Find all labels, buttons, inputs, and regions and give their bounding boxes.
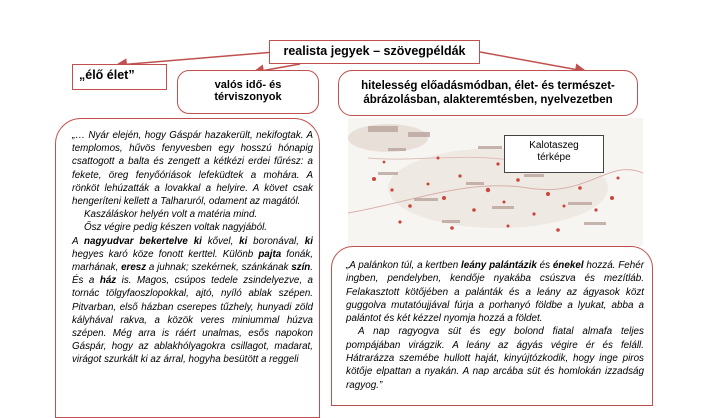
time-space-line-1: valós idő- és (214, 79, 282, 91)
map-caption-line-2: térképe (537, 152, 571, 163)
left-quote-p4: A nagyudvar bekertelve ki kővel, ki boronával, ki hegyes karó köze fonott kerttel. Különb pajta fonák, marhának, eresz a juhnak; szekérnek, szánkának szín. És a ház is. Magos, csúpos tedele zsindelyezve, a tornác tölgyfaoszlopokkal, ajtó, nyíló ablak szépen. Pitvarban, első házban cserepes tűzhely, hunyadi zöld kályhával rakva, a közök veres miniummal húzva szépen. Még arra is ráért unalmas, esős napokon Gáspár, hogy az ablakhólyagokra csillagot, madarat, virágot szurkált ki az árral, hogyha besütött a reggeli (72, 235, 314, 366)
right-quote-box (331, 246, 653, 406)
time-space-box (177, 70, 319, 114)
left-quote-p2: Kaszáláskor helyén volt a matéria mind. (84, 209, 258, 221)
diagram-title: realista jegyek – szövegpéldák (269, 40, 480, 64)
time-space-line-2: térviszonyok (214, 91, 282, 103)
authenticity-line-2: ábrázolásban, alakteremtésben, nyelvezetben (363, 94, 613, 106)
authenticity-line-1: hitelesség előadásmódban, élet- és természet- (361, 80, 615, 92)
left-quote-p1: „… Nyár elején, hogy Gáspár hazakerült, nekifogtak. A templomos, hűvös fenyvesben egy hosszú hónapig csattogott a balta és zengett a kétkézi erdei fűrész: a fekete, öreg fenyőóriások lefeküdtek a mohára. A rönköt lehúzatták a lovakkal a helyire. A követ csak hengeríteni kellett a Talharuról, odament az magától. (72, 130, 313, 208)
map-caption-line-1: Kalotaszeg (529, 140, 579, 151)
authenticity-box (338, 70, 638, 116)
left-quote-p3: Ősz végire pedig készen voltak nagyjából. (84, 222, 267, 234)
right-quote-p1: „A palánkon túl, a kertben leány palántázik és énekel hozzá. Fehér ingben, pendelyben, kendője nyakába csúszva és mezítláb. Felakasztott kötőjében a palánták és a leány az ágyasok közt guggolva mutatóujjával fúrja a porhanyó földbe a lyukat, abba a palántot és két kézzel nyomja hozzá a földet. (346, 260, 644, 325)
arrow-to-auth (480, 52, 584, 71)
right-quote-p2: A nap ragyogva süt és egy bolond fiatal almafa teljes pompájában virágzik. A leány az ágyás végire ér és feláll. Hátrarázza szemébe hullott haját, kinyújtózkodik, hogy inge piros kötője elpattan a nyakán. A nap arcába süt és homlokán izzadság ragyog.” (346, 326, 644, 391)
live-life-box: „élő élet” (72, 64, 167, 90)
map-caption (504, 135, 604, 173)
left-quote-box (55, 118, 320, 418)
